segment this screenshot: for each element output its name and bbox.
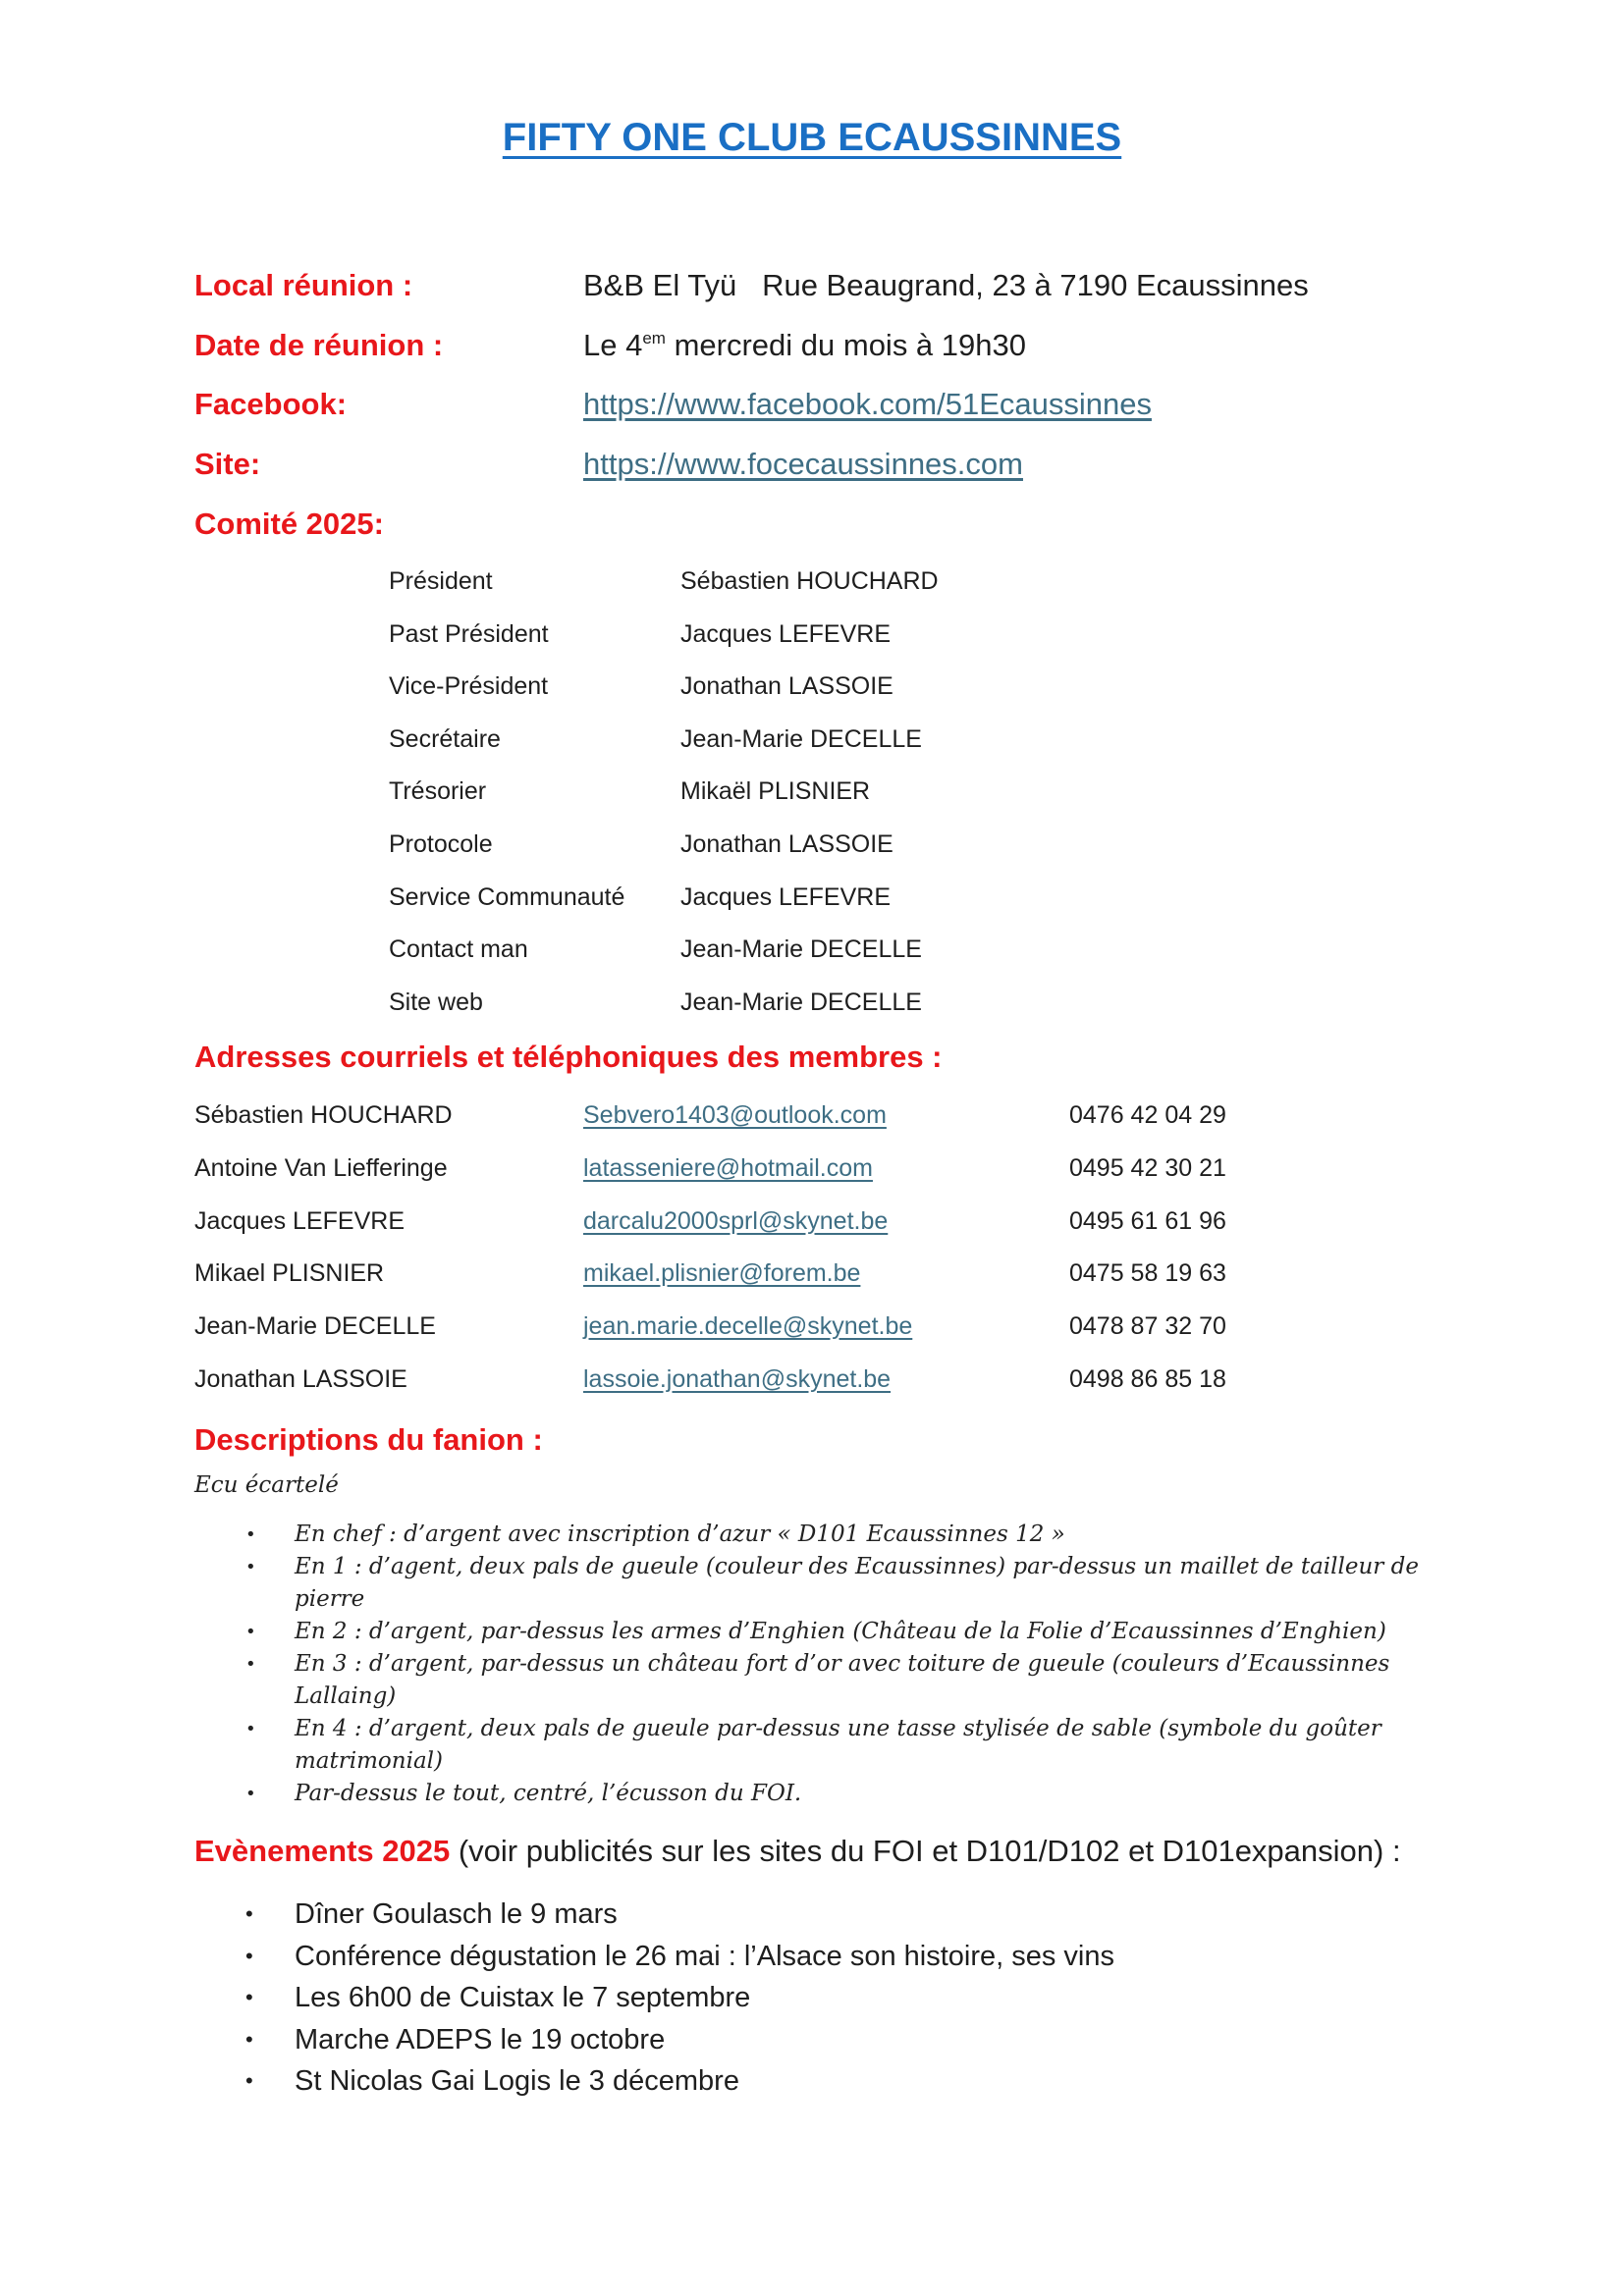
committee-role: Contact man — [389, 935, 528, 963]
bullet-icon: • — [245, 1622, 256, 1642]
member-row — [194, 1312, 1373, 1352]
event-item-text: Conférence dégustation le 26 mai : l’Alsace son histoire, ses vins — [295, 1940, 1114, 1972]
list-item — [245, 1778, 1424, 1810]
events-heading-title: Evènements 2025 — [194, 1834, 451, 1868]
facebook-link[interactable]: https://www.facebook.com/51Ecaussinnes — [583, 387, 1152, 421]
event-item-text: St Nicolas Gai Logis le 3 décembre — [295, 2065, 739, 2097]
member-row — [194, 1101, 1373, 1141]
committee-role: Vice-Président — [389, 672, 549, 700]
committee-row — [389, 567, 1174, 607]
committee-role: Protocole — [389, 830, 493, 858]
member-email-link[interactable]: mikael.plisnier@forem.be — [583, 1259, 861, 1287]
committee-row — [389, 620, 1174, 660]
fanion-item-text: En 2 : d’argent, par-dessus les armes d’Enghien (Château de la Folie d’Ecaussinnes d’Enghien) — [295, 1619, 1386, 1644]
date-prefix: Le 4 — [583, 328, 643, 362]
member-name: Mikael PLISNIER — [194, 1259, 385, 1287]
site-label: Site: — [194, 447, 261, 481]
member-name: Jonathan LASSOIE — [194, 1365, 407, 1393]
fanion-heading: Descriptions du fanion : — [194, 1422, 543, 1457]
event-item-text: Dîner Goulasch le 9 mars — [295, 1898, 618, 1930]
committee-role: Service Communauté — [389, 883, 625, 911]
committee-role: Past Président — [389, 620, 549, 648]
committee-role: Trésorier — [389, 777, 487, 805]
committee-name: Jacques LEFEVRE — [680, 620, 891, 648]
list-item — [245, 1519, 1424, 1551]
member-email-link[interactable]: darcalu2000sprl@skynet.be — [583, 1207, 889, 1235]
member-name: Antoine Van Liefferinge — [194, 1154, 448, 1182]
committee-name: Jean-Marie DECELLE — [680, 725, 922, 753]
member-phone: 0478 87 32 70 — [1069, 1312, 1226, 1340]
committee-name: Jean-Marie DECELLE — [680, 935, 922, 963]
member-phone: 0495 42 30 21 — [1069, 1154, 1226, 1182]
local-value: B&B El Tyü Rue Beaugrand, 23 à 7190 Ecaussinnes — [583, 268, 1309, 302]
committee-row — [389, 935, 1174, 975]
list-item — [245, 1648, 1424, 1713]
list-item — [245, 2019, 1424, 2061]
member-email-link[interactable]: lassoie.jonathan@skynet.be — [583, 1365, 892, 1393]
page-title: FIFTY ONE CLUB ECAUSSINNES — [502, 116, 1122, 159]
event-item-text: Les 6h00 de Cuistax le 7 septembre — [295, 1982, 751, 2013]
committee-name: Jacques LEFEVRE — [680, 883, 891, 911]
list-item — [245, 1616, 1424, 1648]
list-item — [245, 1977, 1424, 2019]
member-phone: 0476 42 04 29 — [1069, 1101, 1226, 1129]
committee-row — [389, 672, 1174, 712]
committee-role: Site web — [389, 988, 483, 1016]
member-phone: 0475 58 19 63 — [1069, 1259, 1226, 1287]
fanion-list — [245, 1519, 1424, 1810]
committee-row — [389, 883, 1174, 923]
bullet-icon: • — [245, 1943, 253, 1968]
committee-role: Secrétaire — [389, 725, 501, 753]
committee-row — [389, 830, 1174, 870]
bullet-icon: • — [245, 1654, 256, 1675]
member-row — [194, 1207, 1373, 1247]
fanion-item-text: En 3 : d’argent, par-dessus un château fort d’or avec toiture de gueule (couleurs d’Ecaussinnes Lallaing) — [295, 1651, 1390, 1709]
member-name: Jean-Marie DECELLE — [194, 1312, 436, 1340]
member-phone: 0495 61 61 96 — [1069, 1207, 1226, 1235]
date-label: Date de réunion : — [194, 328, 444, 362]
committee-name: Mikaël PLISNIER — [680, 777, 871, 805]
list-item — [245, 2060, 1424, 2103]
info-row-site — [194, 447, 1373, 496]
info-row-local — [194, 268, 1373, 317]
local-label: Local réunion : — [194, 268, 413, 302]
committee-name: Sébastien HOUCHARD — [680, 567, 939, 595]
list-item — [245, 1713, 1424, 1778]
events-heading — [194, 1834, 1401, 1869]
committee-row — [389, 777, 1174, 817]
committee-role: Président — [389, 567, 493, 595]
committee-name: Jonathan LASSOIE — [680, 830, 893, 858]
member-row — [194, 1259, 1373, 1299]
fanion-item-text: En chef : d’argent avec inscription d’azur « D101 Ecaussinnes 12 » — [295, 1522, 1065, 1547]
member-row — [194, 1365, 1373, 1405]
list-item — [245, 1894, 1424, 1936]
bullet-icon: • — [245, 1901, 253, 1926]
info-row-facebook — [194, 387, 1373, 436]
fanion-intro: Ecu écartelé — [194, 1472, 339, 1498]
list-item — [245, 1936, 1424, 1978]
facebook-label: Facebook: — [194, 387, 348, 421]
bullet-icon: • — [245, 1719, 256, 1739]
member-email-link[interactable]: latasseniere@hotmail.com — [583, 1154, 873, 1182]
committee-row — [389, 725, 1174, 765]
member-row — [194, 1154, 1373, 1194]
member-email-link[interactable]: jean.marie.decelle@skynet.be — [583, 1312, 913, 1340]
fanion-item-text: En 1 : d’agent, deux pals de gueule (couleur des Ecaussinnes) par-dessus un maillet de tailleur de pierre — [295, 1554, 1419, 1612]
member-name: Jacques LEFEVRE — [194, 1207, 405, 1235]
bullet-icon: • — [245, 1524, 256, 1545]
event-item-text: Marche ADEPS le 19 octobre — [295, 2023, 666, 2056]
committee-name: Jonathan LASSOIE — [680, 672, 893, 700]
bullet-icon: • — [245, 1784, 256, 1804]
bullet-icon: • — [245, 2026, 253, 2052]
members-heading: Adresses courriels et téléphoniques des membres : — [194, 1040, 943, 1074]
bullet-icon: • — [245, 2068, 253, 2093]
committee-name: Jean-Marie DECELLE — [680, 988, 922, 1016]
date-suffix: mercredi du mois à 19h30 — [665, 328, 1026, 362]
bullet-icon: • — [245, 1557, 256, 1577]
date-ordinal: em — [642, 329, 666, 347]
bullet-icon: • — [245, 1985, 253, 2009]
events-heading-note: (voir publicités sur les sites du FOI et D101/D102 et D101expansion) : — [450, 1834, 1401, 1868]
committee-heading: Comité 2025: — [194, 507, 384, 541]
committee-row — [389, 988, 1174, 1028]
member-phone: 0498 86 85 18 — [1069, 1365, 1226, 1393]
member-email-link[interactable]: Sebvero1403@outlook.com — [583, 1101, 887, 1129]
events-list — [245, 1894, 1424, 2103]
member-name: Sébastien HOUCHARD — [194, 1101, 453, 1129]
fanion-item-text: Par-dessus le tout, centré, l’écusson du FOI. — [295, 1781, 802, 1806]
info-row-date — [194, 328, 1373, 377]
site-link[interactable]: https://www.focecaussinnes.com — [583, 447, 1023, 481]
list-item — [245, 1551, 1424, 1616]
fanion-item-text: En 4 : d’argent, deux pals de gueule par-dessus une tasse stylisée de sable (symbole du goûter matrimonial) — [295, 1716, 1381, 1774]
date-value — [583, 328, 1026, 363]
